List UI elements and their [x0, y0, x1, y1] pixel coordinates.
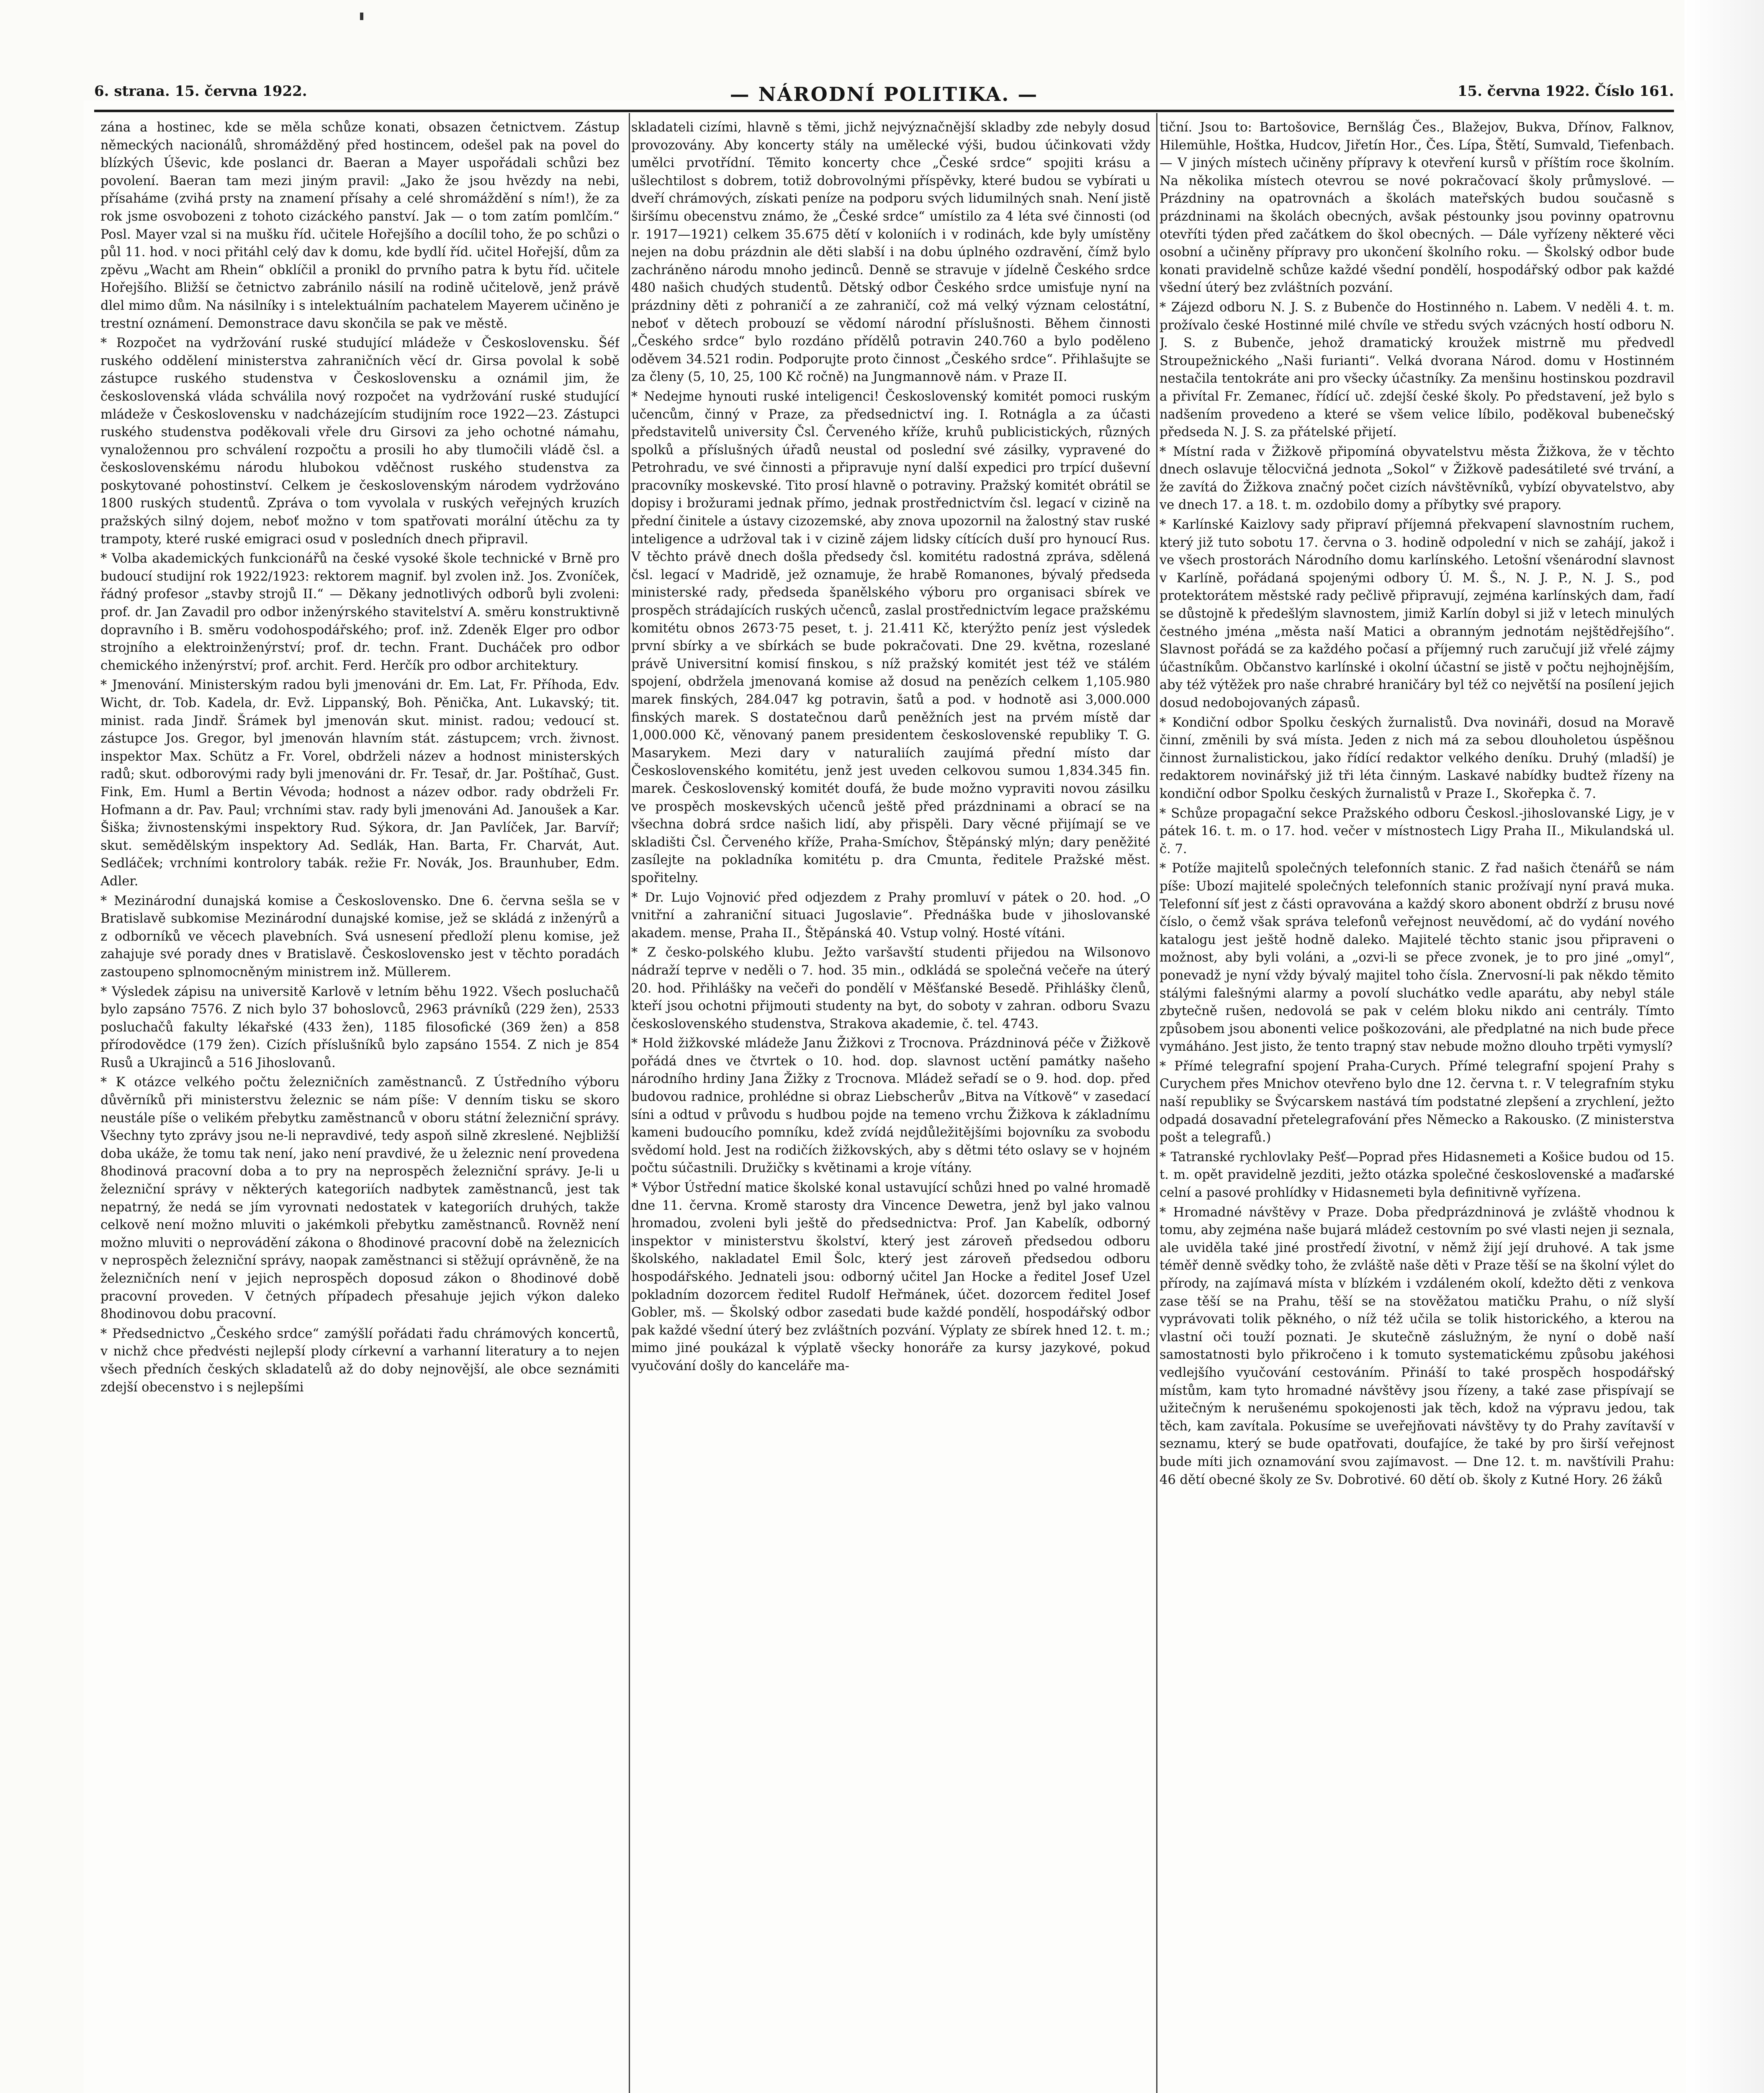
- article-paragraph: * Kondiční odbor Spolku českých žurnalistů. Dva novináři, dosud na Moravě činní, změnili by svá místa. Jeden z nich má za sebou dlouholetou úspěšnou činnost žurnalistickou, jako řídící redaktor velkého deníku. Druhý (mladší) je redaktorem novinářský již tři léta činným. Laskavé nabídky budtež řízeny na kondiční odbor Spolku českých žurnalistů v Praze I., Skořepka č. 7.: [1160, 715, 1674, 801]
- article-paragraph: * Výsledek zápisu na universitě Karlově v letním běhu 1922. Všech posluchačů bylo zapsáno 7576. Z nich bylo 37 bohoslovců, 2963 právníků (229 žen), 2533 posluchačů fakulty lékařské (433 žen), 1185 filosofické (369 žen) a 858 přírodovědce (179 žen). Cizích příslušníků bylo zapsáno 1554. Z nich je 854 Rusů a Ukrajinců a 516 Jihoslovanů.: [100, 984, 620, 1070]
- article-paragraph: * Zájezd odboru N. J. S. z Bubenče do Hostinného n. Labem. V neděli 4. t. m. prožívalo české Hostinné milé chvíle ve středu svých vzácných hostí odboru N. J. S. z Bubenče, jehož dramatický kroužek mistrně mu předvedl Stroupežnického „Naši furianti“. Velká dvorana Národ. domu v Hostinném nestačila tentokráte ani pro všecky účastníky. Za menšinu hostinskou pozdravil a přivítal Fr. Zemanec, řídící uč. zdejší české školy. Po představení, jež bylo s nadšením provedeno a které se všem velice líbilo, poděkoval bubenečský předseda N. J. S. za přátelské přijetí.: [1160, 300, 1674, 440]
- print-mark: [360, 13, 363, 20]
- article-paragraph: * Výbor Ústřední matice školské konal ustavující schůzi hned po valné hromadě dne 11. června. Kromě starosty dra Vincence Dewetra, jenž byl jako valnou hromadou, zvoleni byli ještě do předsednictva: Prof. Jan Kabelík, odborný inspektor v ministerstvu školství, který jest zároveň předsedou odboru školského, nakladatel Emil Šolc, který jest zároveň předsedou odboru hospodářského. Jednateli jsou: odborný učitel Jan Hocke a ředitel Josef Uzel pokladním dozorcem ředitel Rudolf Heřmánek, účet. dozorcem ředitel Josef Gobler, mš. — Školský odbor zasedati bude každé pondělí, hospodářský odbor pak každé všední úterý bez zvláštních pozvání. Výplaty ze sbírek hned 12. t. m.; mimo jiné poukázal k výplatě všecky honoráře za kursy jazykové, pokud vyučování došly do kanceláře ma-: [631, 1180, 1150, 1373]
- article-paragraph: * Potíže majitelů společných telefonních stanic. Z řad našich čtenářů se nám píše: Ubozí majitelé společných telefonních stanic prožívají nyní pravá muka. Telefonní síť jest z části opravována a každý skoro abonent obdrží z brusu nové číslo, o čemž však správa telefonů veřejnost neuvědomí, ač do vydání nového katalogu jest ještě hodně daleko. Majitelé těchto stanic jsou připraveni o možnost, aby byli voláni, a „ozvi-li se přece zvonek, je to pro jiné „omyl“, ponevadž je nyní vždy bývalý majitel toho čísla. Znervosní-li pak někdo těmito stálými falešnými alarmy a povolí sluchátko vedle aparátu, aby nebyl stále zbytečně rušen, nedovolá se pak v celém bloku nikdo ani centrály. Tímto způsobem jsou abonenti velice poškozováni, ale předplatné na nich bude přece vymáháno. Jest jisto, že tento trapný stav nebude možno dlouho trpěti vymyslí?: [1160, 861, 1674, 1054]
- article-paragraph: zána a hostinec, kde se měla schůze konati, obsazen četnictvem. Zástup německých nacionálů, shromážděný před hostincem, odešel pak na povel do blízkých Úševic, kde poslanci dr. Baeran a Mayer uspořádali schůzi bez povolení. Baeran tam mezi jiným pravil: „Jako že jsou hvězdy na nebi, přísaháme (zvihá prsty na znamení přísahy a celé shromáždění s ním!), že za rok jsme osvobozeni z tohoto cizáckého panství. Jak — o tom zatím pomlčím.“ Posl. Mayer vzal si na mušku říd. učitele Hořejšího a docílil toho, že po schůzi o půl 11. hod. v noci přitáhl celý dav k domu, kde bydlí říd. učitel Hořejší, dům za zpěvu „Wacht am Rhein“ obklíčil a pronikl do prvního patra k bytu říd. učitele Hořejšího. Bližší se četnictvo zabránilo násilí na rodině učitelově, jenž právě dlel mimo dům. Na násilníky i s intelektuálním pachatelem Mayerem učiněno je trestní oznámení. Demonstrace davu skončila se pak ve městě.: [100, 120, 620, 331]
- column-2: [631, 117, 1150, 2093]
- article-paragraph: * Rozpočet na vydržování ruské studující mládeže v Československu. Šéf ruského oddělení ministerstva zahraničních věcí dr. Girsa povolal k sobě zástupce ruského studenstva v Československu a oznámil jim, že československá vláda schválila nový rozpočet na vydržování ruské studující mládeže v Československu v nadcházejícím studijním roce 1922—23. Zástupci ruského studenstva poděkovali vřele dru Girsovi za jeho ochotné námahu, vynaložennou pro schválení rozpočtu a prosili ho aby tlumočili vládě čsl. a československému národu hlubokou vděčnost ruského studenstva za poskytované pohostinství. Celkem je československým národem vydržováno 1800 ruských studentů. Zpráva o tom vyvolala v ruských veřejných kruzích pražských silný dojem, neboť možno v tom spatřovati morální útěchu za ty trampoty, které ruské emigraci osud v posledních dnech připravil.: [100, 336, 620, 547]
- article-paragraph: skladateli cizími, hlavně s těmi, jichž nejvýznačnější skladby zde nebyly dosud provozovány. Aby koncerty stály na umělecké výši, budou účinkovati vždy umělci prvotřídní. Těmito koncerty chce „České srdce“ spojiti krásu a ušlechtilost s dobrem, totiž dobrovolnými příspěvky, které budou se vybírati u dveří chrámových, získati peníze na podporu svých lidumilných snah. Není jistě širšímu obecenstvu známo, že „České srdce“ umístilo za 4 léta své činnosti (od r. 1917—1921) celkem 35.675 dětí v koloniích i v rodinách, kde byly umístěny nejen na dobu prázdnin ale děti slabší i na dobu úplného ozdravění, čímž bylo zachráněno národu mnoho jedinců. Denně se stravuje v jídelně Českého srdce 480 našich chudých studentů. Dětský odbor Českého srdce umisťuje nyní na prázdniny děti z pohraničí a ze zahraničí, což má velký význam celostátní, neboť v dětech probouzí se vědomí národní příslušnosti. Během činnosti „Českého srdce“ bylo rozdáno přídělů potravin 240.760 a bylo poděleno oděvem 34.521 rodin. Podporujte proto činnost „Českého srdce“. Přihlašujte se za členy (5, 10, 25, 100 Kč ročně) na Jungmannově nám. v Praze II.: [631, 120, 1150, 385]
- article-paragraph: * Mezinárodní dunajská komise a Československo. Dne 6. června sešla se v Bratislavě subkomise Mezinárodní dunajské komise, jež se skládá z inženýrů a z odborníků ve věcech plavebních. Svá usnesení předloží plenu komise, jež zahajuje své porady dnes v Bratislavě. Československo jest v těchto poradách zastoupeno splnomocněným ministrem inž. Müllerem.: [100, 893, 620, 980]
- article-paragraph: * Karlínské Kaizlovy sady připraví příjemná překvapení slavnostním ruchem, který již tuto sobotu 17. června o 3. hodině odpolední v nich se zahájí, jakož i ve všech prostorách Národního domu karlínského. Letošní všenárodní slavnost v Karlíně, pořádaná spojenými odbory Ú. M. Š., N. J. P., N. J. S., pod protektorátem městské rady pečlivě připravují, zejména karlínských dam, řadí se důstojně k předešlým slavnostem, jimiž Karlín dobyl si již v letech minulých čestného jména „města naší Matici a obranným jednotám nejštědřejšího“. Slavnost pořádá se za každého počasí a příjemný ruch zaručují již vřelé zájmy účastníkům. Občanstvo karlínské i okolní účastní se jistě v počtu nejhojnějším, aby též výtěžek pro naše chrabré hraničáry byl též co největší na posílení jejich dosud nedobojovaných zápasů.: [1160, 517, 1674, 710]
- column-1: [100, 117, 620, 2093]
- column-divider: [629, 113, 630, 2093]
- article-paragraph: * Místní rada v Žižkově připomíná obyvatelstvu města Žižkova, že v těchto dnech oslavuje tělocvičná jednota „Sokol“ v Žižkově padesátileté své trvání, a že zavítá do Žižkova značný počet cizích návštěvníků, vybízí obyvatelstvo, aby ve dnech 17. a 18. t. m. ozdobilo domy a příbytky své prapory.: [1160, 444, 1674, 513]
- article-paragraph: * Hromadné návštěvy v Praze. Doba předprázdninová je zvláště vhodnou k tomu, aby zejména naše bujará mládež cestovním po své vlasti nejen ji seznala, ale uviděla také jiné prostředí životní, v němž žijí její druhové. A tak jsme téměř denně svědky toho, že zvláště naše děti v Praze těší se na školní výlet do přírody, na zajímavá místa v blízkém i vzdáleném okolí, kdežto děti z venkova zase těší se na Prahu, těší se na stověžatou matičku Prahu, o níž slyší vyprávovati tolik pěkného, o níž též učila se tolik historického, a kterou na vlastní oči touží poznati. Je skutečně záslužným, že nyní o době naší samostatnosti bylo přikročeno i k tomuto systematickému způsobu jakéhosi vedlejšího vyučování cestováním. Přináší to také prospěch hospodářský místům, kam tyto hromadné návštěvy jsou řízeny, a také zase přispívají se užitečným k nerušenému spokojenosti jak těch, kdož na výpravu jedou, tak těch, kam zavítala. Pokusíme se uveřejňovati návštěvy ty do Prahy zavítavší v seznamu, který se bude opatřovati, doufajíce, že také by pro širší veřejnost bude míti jich oznamování svou zajímavost. — Dne 12. t. m. navštívili Prahu: 46 dětí obecné školy ze Sv. Dobrotivé. 60 dětí ob. školy z Kutné Hory. 26 žáků: [1160, 1205, 1674, 1487]
- header-page-date: 6. strana. 15. června 1922.: [94, 83, 307, 100]
- article-paragraph: * Dr. Lujo Vojnović před odjezdem z Prahy promluví v pátek o 20. hod. „O vnitřní a zahraniční situaci Jugoslavie“. Přednáška bude v jihoslovanské akadem. mense, Praha II., Štěpánská 40. Vstup volný. Hosté vítáni.: [631, 890, 1150, 941]
- page-edge: [1684, 0, 1764, 2093]
- page-header: [94, 83, 1674, 112]
- article-paragraph: * Přímé telegrafní spojení Praha-Curych. Přímé telegrafní spojení Prahy s Curychem přes Mnichov otevřeno bylo dne 12. června t. r. V telegrafním styku naší republiky se Švýcarskem nastává tím podstatné zlepšení a zrychlení, ježto odpadá dosavadní přetelegrafování přes Německo a Rakousko. (Z ministerstva pošt a telegrafů.): [1160, 1059, 1674, 1145]
- article-paragraph: * Z česko-polského klubu. Ježto varšavští studenti přijedou na Wilsonovo nádraží teprve v neděli o 7. hod. 35 min., odkládá se společná večeře na úterý 20. hod. Přihlášky na večeři do pondělí v Měšťanské Besedě. Přihlášky členů, kteří jsou ochotni přijmouti studenty na byt, do soboty v zahran. odboru Svazu československého studenstva, Strakova akademie, č. tel. 4743.: [631, 945, 1150, 1031]
- article-paragraph: * Schůze propagační sekce Pražského odboru Českosl.-jihoslovanské Ligy, je v pátek 16. t. m. o 17. hod. večer v místnostech Ligy Praha II., Mikulandská ul. č. 7.: [1160, 806, 1674, 856]
- article-paragraph: * Volba akademických funkcionářů na české vysoké škole technické v Brně pro budoucí studijní rok 1922/1923: rektorem magnif. byl zvolen inž. Jos. Zvoníček, řádný profesor „stavby strojů II.“ — Děkany jednotlivých odborů byli zvoleni: prof. dr. Jan Zavadil pro odbor inženýrského stavitelství A. směru konstruktivně dopravního i B. směru vodohospodářského; prof. inž. Zdeněk Elger pro odbor strojního a elektroinženýrství; prof. dr. techn. Frant. Ducháček pro odbor chemického inženýrství; prof. archit. Ferd. Herčík pro odbor architektury.: [100, 551, 620, 673]
- header-issue-number: 15. června 1922. Číslo 161.: [1457, 83, 1674, 100]
- article-paragraph: * Předsednictvo „Českého srdce“ zamýšlí pořádati řadu chrámových koncertů, v nichž chce předvésti nejlepší plody církevní a varhanní literatury a to nejen všech předních českých skladatelů až do doby nejnovější, ale obce seznámiti zdejší obecenstvo i s nejlepšími: [100, 1326, 620, 1395]
- article-paragraph: tiční. Jsou to: Bartošovice, Bernšlág Čes., Blažejov, Bukva, Dřínov, Falknov, Hilemühle, Hoštka, Hudcov, Jiřetín Hor., Čes. Lípa, Štětí, Sumvald, Tiefenbach. — V jiných místech učiněny přípravy k otevření kursů v příštím roce školním. Na několika místech otevrou se nové pokračovací školy průmyslové. — Prázdniny na opatrovnách a školách mateřských budou současně s prázdninami na školách obecných, avšak péstounky jsou povinny opatrovnu otevříti týden před začátkem do škol obecných. — Dále vyřízeny některé věci osobní a učiněny přípravy pro ukončení školního roku. — Školský odbor bude konati pravidelně schůze každé všední pondělí, hospodářský odbor pak každé všední úterý bez zvláštních pozvání.: [1160, 120, 1674, 296]
- masthead-title: — NÁRODNÍ POLITIKA. —: [730, 83, 1039, 105]
- article-paragraph: * Jmenování. Ministerským radou byli jmenováni dr. Em. Lat, Fr. Příhoda, Edv. Wicht, dr. Tob. Kadela, dr. Evž. Lippanský, Boh. Pěnička, Ant. Lukavský; tit. minist. rada Jindř. Šrámek byl jmenován skut. minist. radou; vedoucí st. zástupce Jos. Gregor, byl jmenován hlavním stát. zástupcem; vrch. živnost. inspektor Max. Schütz a Fr. Vorel, obdrželi název a hodnost ministerských radů; skut. odborovými rady byli jmenováni dr. Fr. Tesař, dr. Jar. Poštíhač, Gust. Fink, Em. Huml a Bertin Vévoda; hodnost a název odbor. rady obdrželi Fr. Hofmann a dr. Pav. Paul; vrchními stav. rady byli jmenováni Ad. Janoušek a Kar. Šiška; živnostenskými inspektory Rud. Sýkora, dr. Jan Pavlíček, Jar. Barvíř; skut. semědělským inspektory Ad. Sedlák, Han. Barta, Fr. Charvát, Aut. Sedláček; vrchními kontrolory tabák. režie Fr. Novák, Jos. Braunhuber, Edm. Adler.: [100, 678, 620, 889]
- column-3: [1160, 117, 1674, 2093]
- header-rule: [94, 110, 1674, 112]
- article-paragraph: * Nedejme hynouti ruské inteligenci! Československý komitét pomoci ruským učencům, činný v Praze, za předsednictví ing. I. Rotnágla a za účasti představitelů university Čsl. Červeného kříže, kruhů publicistických, různých spolků a příslušných úřadů neustal od poslední své zásilky, vypravené do Petrohradu, ve své činnosti a připravuje nyní další expedici pro trpící duševní pracovníky moskevské. Tito prosí hlavně o potraviny. Pražský komitét obrátil se dopisy i brožurami jednak přímo, jednak prostřednictvím čsl. legací v cizině na přední činitele a ústavy cizozemské, aby znova upozornil na žalostný stav ruské inteligence a udržoval tak i v cizině zájem lidsky cítících duší pro hynoucí Rus. V těchto právě dnech došla předsedy čsl. komitétu radostná zpráva, sdělená čsl. legací v Madridě, jež oznamuje, že hrabě Romanones, bývalý předseda ministerské rady, předseda španělského výboru pro organisaci sbírek ve prospěch strádajících ruských učenců, zaslal prostřednictvím legace pražskému komitétu obnos 2673·75 peset, t. j. 21.411 Kč, kterýžto peníz jest výsledek první sbírky a ve sbírkách se bude pokračovati. Dne 29. května, rozeslané právě Universitní komisí finskou, s níž pražský komitét jest též ve stálém spojení, obdržela jmenovaná komise až dosud na penězích celkem 1,105.980 marek finských, 284.047 kg potravin, šatů a pod. v hodnotě asi 3,000.000 finských marek. S dostatečnou darů peněžních jest na prvém místě dar 1,000.000 Kč, věnovaný panem presidentem československé republiky T. G. Masarykem. Mezi dary v naturaliích zaujímá přední místo dar Československého komitétu, jenž jest uveden celkovou sumou 1,834.345 fin. marek. Československý komitét doufá, že bude možno vypraviti novou zásilku ve prospěch moskevských učenců ještě před prázdninami a obrací se na všechna dobrá srdce našich lidí, aby přispěli. Dary věcné přijímají se ve skladišti Čsl. Červeného kříže, Praha-Smíchov, Štěpánský mlýn; dary peněžité zasílejte na pokladníka komitétu p. dra Cmunta, ředitele Pražské měst. spořitelny.: [631, 389, 1150, 885]
- article-paragraph: * K otázce velkého počtu železničních zaměstnanců. Z Ústředního výboru důvěrníků při ministerstvu železnic se nám píše: V denním tisku se skoro neustále píše o velikém přebytku zaměstnanců v oboru státní železniční správy. Všechny tyto zprávy jsou ne-li nepravdivé, tedy aspoň silně zkreslené. Nejbližší doba ukáže, že tomu tak není, jako není pravdivé, že u železnic není provedena 8hodinová pracovní doba a to pry na neprospěch železniční správy. Je-li u železniční správy v některých kategoriích nadbytek zaměstnanců, jest tak nepatrný, že nedá se jím vyrovnati nedostatek v kategoriích druhých, takže celkově není možno mluviti o jakémkoli přebytku zaměstnanců. Rovněž není možno mluviti o neprovádění zákona o 8hodinové pracovní době na železnicích v neprospěch železniční správy, naopak zaměstnanci si stěžují oprávněně, že na železničních není v jejich neprospěch doposud zákon o 8hodinové době pracovní proveden. V četných případech přesahuje jejich výkon daleko 8hodinovou dobu pracovní.: [100, 1075, 620, 1322]
- column-divider: [1156, 113, 1157, 2093]
- article-paragraph: * Hold žižkovské mládeže Janu Žižkovi z Trocnova. Prázdninová péče v Žižkově pořádá dnes ve čtvrtek o 10. hod. dop. slavnost uctění památky našeho národního hrdiny Jana Žižky z Trocnova. Mládež seřadí se o 9. hod. dop. před budovou radnice, prohlédne si obraz Liebscherův „Bitva na Vítkově“ v zasedací síni a odtud v průvodu s hudbou pojde na temeno vrchu Žižkova k základnímu kameni budoucího pomníku, kdež zvídá nejdůležitějšími bojovníku za svobodu svědomí hold. Jest na rodičích žižkovských, aby s dětmi této oslavy se v hojném počtu súčastnili. Družičky s květinami a kroje vítány.: [631, 1036, 1150, 1176]
- article-paragraph: * Tatranské rychlovlaky Pešť—Poprad přes Hidasnemeti a Košice budou od 15. t. m. opět pravidelně jezditi, ježto otázka společné československé a maďarské celní a pasové prohlídky v Hidasnemeti byla definitivně vyřízena.: [1160, 1149, 1674, 1201]
